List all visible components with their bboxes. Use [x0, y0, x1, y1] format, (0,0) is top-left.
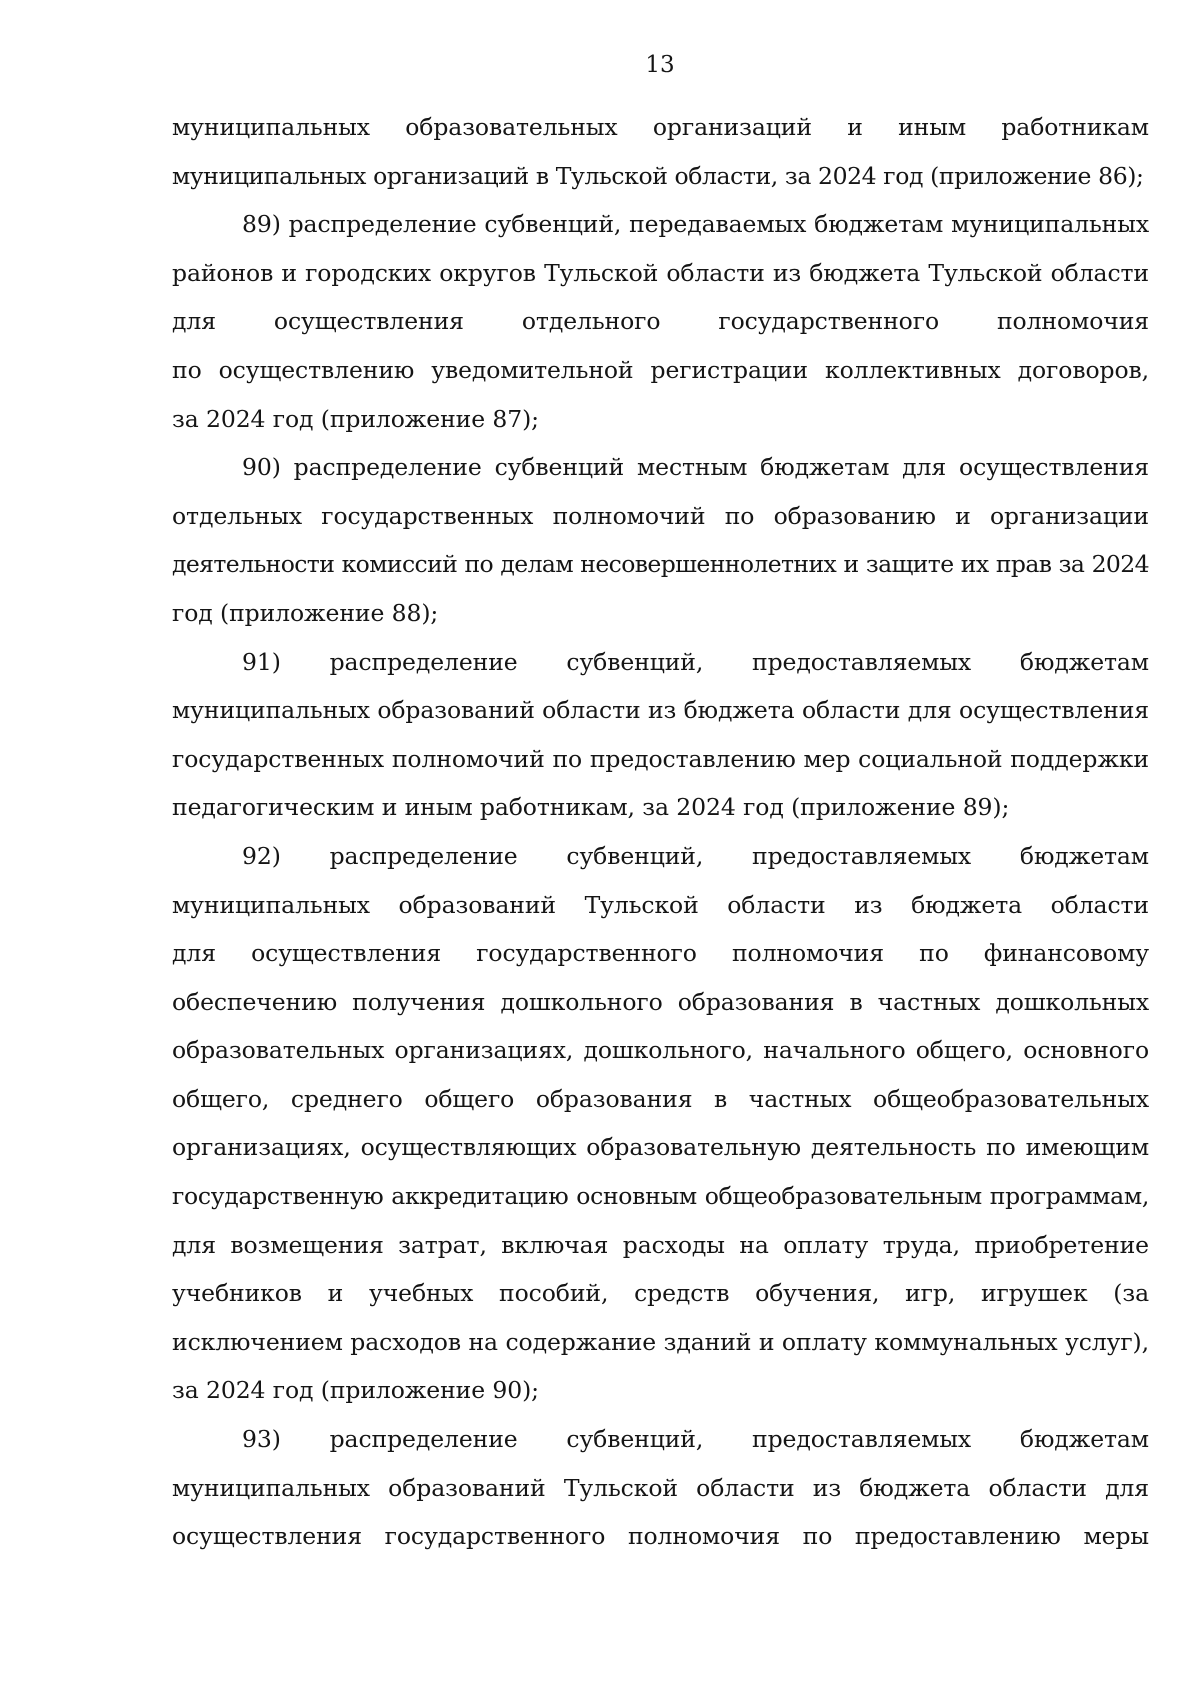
text-line: образовательных организациях, дошкольного, начального общего, основного: [172, 1036, 1149, 1065]
text-line: учебников и учебных пособий, средств обучения, игр, игрушек (за: [172, 1279, 1149, 1308]
text-line: государственную аккредитацию основным общеобразовательным программам,: [172, 1182, 1149, 1211]
text-line: для осуществления отдельного государственного полномочия: [172, 307, 1149, 336]
text-line: педагогическим и иным работникам, за 2024 год (приложение 89);: [172, 793, 1010, 822]
paragraph: [172, 1415, 1149, 1561]
text-line: за 2024 год (приложение 90);: [172, 1376, 540, 1405]
text-line: исключением расходов на содержание зданий и оплату коммунальных услуг),: [172, 1327, 1149, 1356]
text-line: за 2024 год (приложение 87);: [172, 404, 540, 433]
text-line: муниципальных образований области из бюджета области для осуществления: [172, 696, 1149, 725]
document-body: [172, 103, 1149, 1561]
text-line: муниципальных образовательных организаций и иным работникам: [172, 113, 1149, 141]
text-line: по осуществлению уведомительной регистрации коллективных договоров,: [172, 355, 1149, 384]
text-line: 89) распределение субвенций, передаваемых бюджетам муниципальных: [242, 210, 1149, 239]
text-line: для возмещения затрат, включая расходы на оплату труда, приобретение: [172, 1230, 1149, 1259]
text-line: 90) распределение субвенций местным бюджетам для осуществления: [242, 453, 1149, 482]
text-line: год (приложение 88);: [172, 598, 439, 627]
text-line: деятельности комиссий по делам несовершеннолетних и защите их прав за 2024: [172, 550, 1149, 579]
text-line: 93) распределение субвенций, предоставляемых бюджетам: [242, 1425, 1149, 1454]
text-line: обеспечению получения дошкольного образования в частных дошкольных: [172, 987, 1149, 1016]
text-line: осуществления государственного полномочия по предоставлению меры: [172, 1522, 1149, 1551]
text-line: организациях, осуществляющих образовательную деятельность по имеющим: [172, 1133, 1149, 1162]
paragraph: [172, 103, 1149, 200]
paragraph: [172, 443, 1149, 637]
text-line: районов и городских округов Тульской области из бюджета Тульской области: [172, 258, 1149, 287]
text-line: отдельных государственных полномочий по образованию и организации: [172, 501, 1149, 530]
text-line: муниципальных организаций в Тульской области, за 2024 год (приложение 86);: [172, 161, 1144, 190]
text-line: муниципальных образований Тульской области из бюджета области: [172, 890, 1149, 919]
text-line: общего, среднего общего образования в частных общеобразовательных: [172, 1084, 1149, 1113]
page-number: 13: [645, 52, 675, 78]
paragraph: [172, 638, 1149, 832]
text-line: государственных полномочий по предоставлению мер социальной поддержки: [172, 744, 1149, 773]
text-line: 91) распределение субвенций, предоставляемых бюджетам: [242, 647, 1149, 676]
text-line: муниципальных образований Тульской области из бюджета области для: [172, 1473, 1149, 1502]
text-line: 92) распределение субвенций, предоставляемых бюджетам: [242, 841, 1149, 870]
paragraph: [172, 832, 1149, 1415]
paragraph: [172, 200, 1149, 443]
text-line: для осуществления государственного полномочия по финансовому: [172, 939, 1149, 968]
